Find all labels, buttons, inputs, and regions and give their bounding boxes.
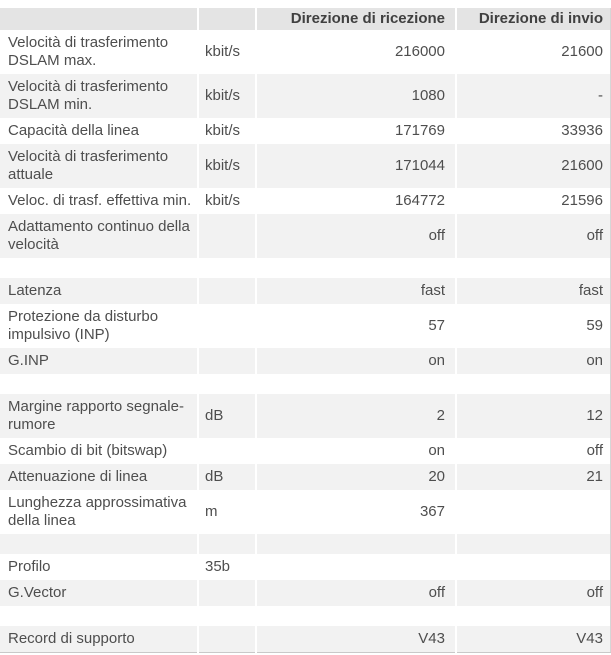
row-label: Velocità di trasferimento DSLAM max. <box>8 34 169 69</box>
table-row <box>0 188 611 214</box>
header-parameter-column <box>0 8 198 30</box>
spacer-row <box>0 258 611 278</box>
row-value-send <box>456 606 611 626</box>
row-value-send <box>456 374 611 394</box>
row-value-send: on <box>456 348 611 374</box>
row-value-send: 12 <box>456 394 611 438</box>
spacer-row <box>0 534 611 554</box>
row-unit <box>198 438 256 464</box>
row-value-receive <box>256 258 456 278</box>
row-value-send <box>456 554 611 580</box>
row-unit <box>198 348 256 374</box>
row-label: Protezione da disturbo impulsivo (INP) <box>8 308 159 343</box>
row-unit <box>198 304 256 348</box>
table-row <box>0 580 611 606</box>
row-value-send: 59 <box>456 304 611 348</box>
row-label: Velocità di trasferimento DSLAM min. <box>8 78 169 113</box>
row-value-send: 21596 <box>456 188 611 214</box>
table-row <box>0 214 611 258</box>
row-label: Attenuazione di linea <box>8 468 148 485</box>
row-value-send: off <box>456 438 611 464</box>
row-value-receive <box>256 534 456 554</box>
row-value-send <box>456 258 611 278</box>
row-unit: kbit/s <box>198 188 256 214</box>
header-unit-column <box>198 8 256 30</box>
row-value-receive: off <box>256 580 456 606</box>
table-row <box>0 304 611 348</box>
row-unit <box>198 374 256 394</box>
row-value-receive <box>256 554 456 580</box>
row-unit: 35b <box>198 554 256 580</box>
row-unit: m <box>198 490 256 534</box>
table-row <box>0 438 611 464</box>
row-label <box>0 258 198 278</box>
row-label: Capacità della linea <box>8 122 139 139</box>
row-unit: kbit/s <box>198 30 256 74</box>
row-value-receive: on <box>256 438 456 464</box>
table-row <box>0 490 611 534</box>
row-label: Latenza <box>8 282 62 299</box>
table-row <box>0 348 611 374</box>
dsl-info-table <box>0 8 611 653</box>
row-unit <box>198 258 256 278</box>
row-unit: kbit/s <box>198 118 256 144</box>
row-unit <box>198 580 256 606</box>
row-value-send: 21 <box>456 464 611 490</box>
table-row <box>0 278 611 304</box>
row-unit: kbit/s <box>198 74 256 118</box>
spacer-row <box>0 374 611 394</box>
table-row <box>0 554 611 580</box>
row-value-receive: off <box>256 214 456 258</box>
row-unit: dB <box>198 394 256 438</box>
row-label: G.INP <box>8 352 49 369</box>
row-value-receive: 367 <box>256 490 456 534</box>
row-unit <box>198 606 256 626</box>
row-unit: kbit/s <box>198 144 256 188</box>
row-value-receive: 1080 <box>256 74 456 118</box>
row-value-receive: 171044 <box>256 144 456 188</box>
row-value-send: off <box>456 580 611 606</box>
row-value-send <box>456 490 611 534</box>
row-value-send: off <box>456 214 611 258</box>
row-label: Margine rapporto segnale-rumore <box>8 398 184 433</box>
spacer-row <box>0 606 611 626</box>
row-value-send <box>456 534 611 554</box>
row-value-receive: 57 <box>256 304 456 348</box>
table-row <box>0 626 611 653</box>
row-value-send: 33936 <box>456 118 611 144</box>
table-row <box>0 30 611 74</box>
row-value-send: - <box>456 74 611 118</box>
row-value-receive <box>256 374 456 394</box>
row-value-receive: on <box>256 348 456 374</box>
row-label <box>0 374 198 394</box>
row-value-receive: 171769 <box>256 118 456 144</box>
table-header-row <box>0 8 611 30</box>
table-row <box>0 74 611 118</box>
header-direction-receive: Direzione di ricezione <box>256 8 456 30</box>
row-label: Scambio di bit (bitswap) <box>8 442 168 459</box>
row-value-send: fast <box>456 278 611 304</box>
row-value-send: 21600 <box>456 144 611 188</box>
row-value-send: 21600 <box>456 30 611 74</box>
table-row <box>0 118 611 144</box>
row-value-receive: 20 <box>256 464 456 490</box>
row-unit <box>198 534 256 554</box>
row-unit <box>198 278 256 304</box>
row-unit <box>198 626 256 653</box>
row-label: Record di supporto <box>8 630 135 647</box>
table-row <box>0 394 611 438</box>
table-row <box>0 144 611 188</box>
row-value-receive: 164772 <box>256 188 456 214</box>
row-unit: dB <box>198 464 256 490</box>
header-direction-send: Direzione di invio <box>456 8 611 30</box>
row-value-receive: 2 <box>256 394 456 438</box>
row-label: Velocità di trasferimento attuale <box>8 148 169 183</box>
row-label: Adattamento continuo della velocità <box>8 218 190 253</box>
row-unit <box>198 214 256 258</box>
table-row <box>0 464 611 490</box>
row-value-receive <box>256 606 456 626</box>
row-value-send: V43 <box>456 626 611 653</box>
row-label: G.Vector <box>8 584 67 601</box>
row-label: Veloc. di trasf. effettiva min. <box>8 192 192 209</box>
row-label: Profilo <box>8 558 51 575</box>
row-label: Lunghezza approssimativa della linea <box>8 494 187 529</box>
row-label <box>0 534 198 554</box>
row-value-receive: V43 <box>256 626 456 653</box>
row-value-receive: fast <box>256 278 456 304</box>
row-label <box>0 606 198 626</box>
row-value-receive: 216000 <box>256 30 456 74</box>
